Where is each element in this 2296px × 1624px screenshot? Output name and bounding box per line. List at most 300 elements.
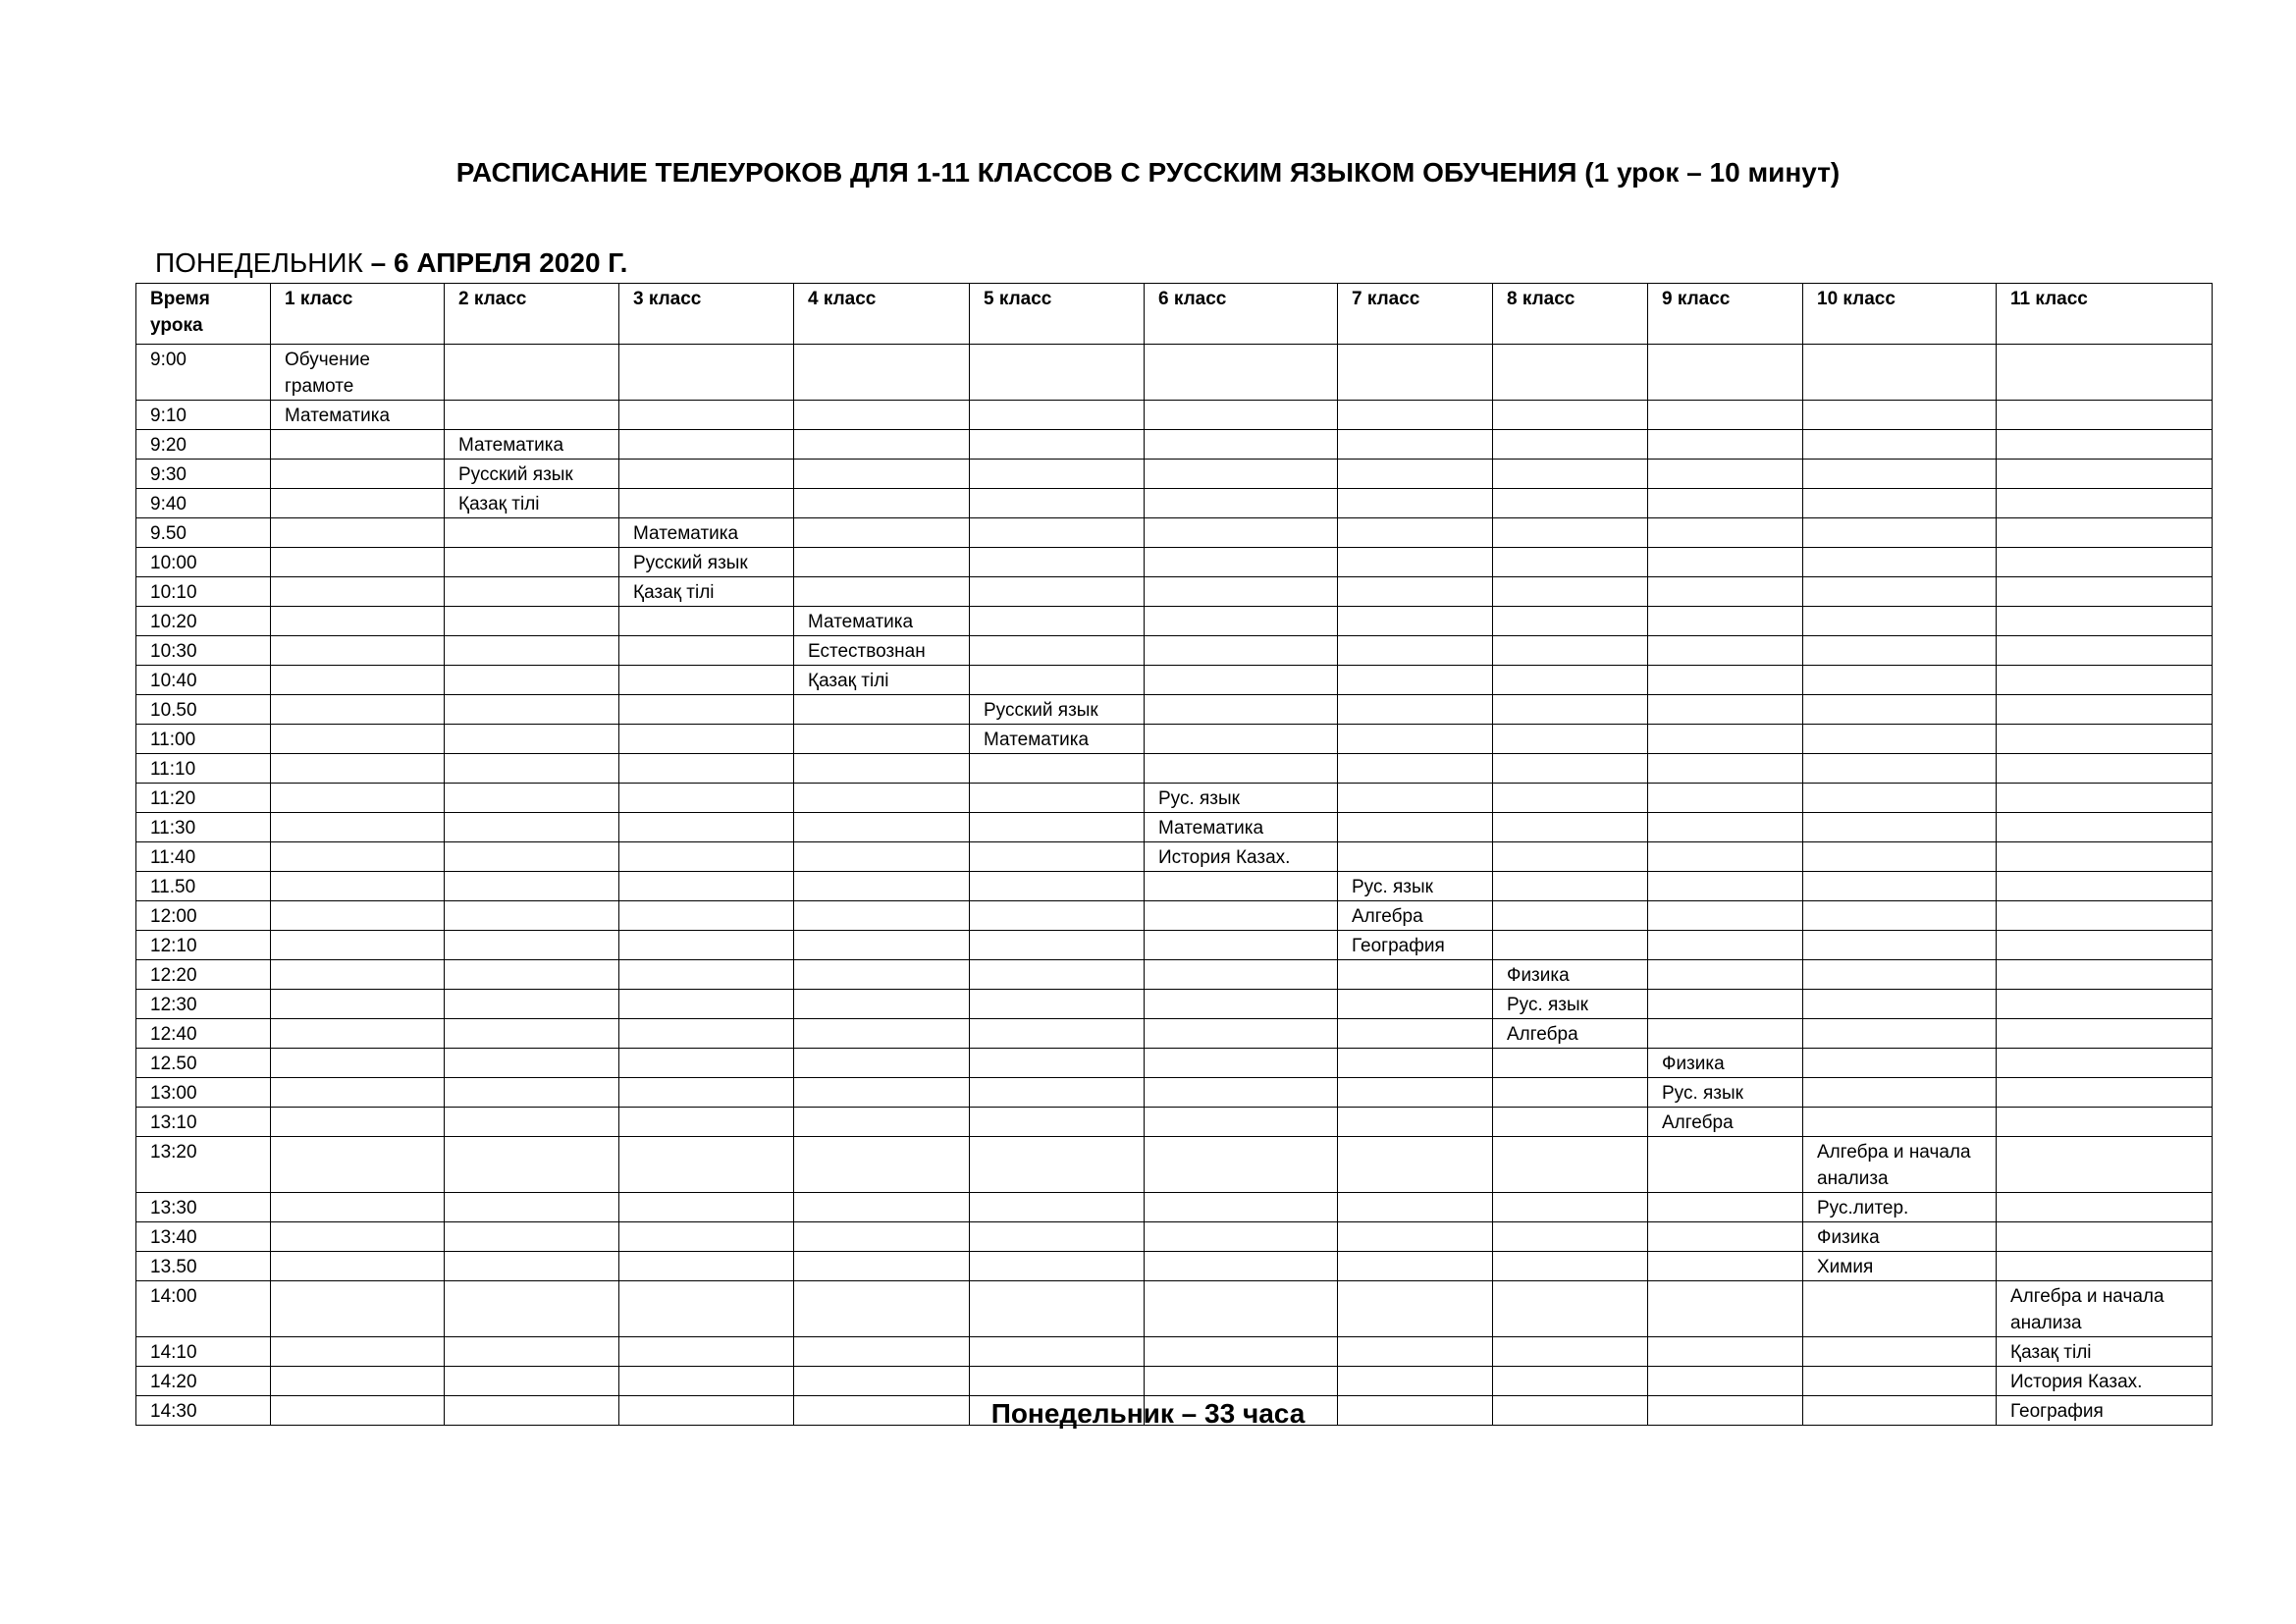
empty-cell — [1648, 1137, 1803, 1193]
empty-cell — [1145, 401, 1338, 430]
empty-cell — [445, 813, 619, 842]
empty-cell — [1648, 842, 1803, 872]
empty-cell — [619, 460, 794, 489]
empty-cell — [1493, 666, 1648, 695]
empty-cell — [445, 548, 619, 577]
empty-cell — [1145, 1049, 1338, 1078]
empty-cell — [1145, 460, 1338, 489]
empty-cell — [970, 1078, 1145, 1108]
page-title: РАСПИСАНИЕ ТЕЛЕУРОКОВ ДЛЯ 1-11 КЛАССОВ С РУССКИМ ЯЗЫКОМ ОБУЧЕНИЯ (1 урок – 10 минут) — [455, 157, 1841, 188]
empty-cell — [271, 1367, 445, 1396]
empty-cell — [271, 813, 445, 842]
time-cell: 13:30 — [136, 1193, 271, 1222]
time-cell: 11:00 — [136, 725, 271, 754]
col-header-class-8: 8 класс — [1493, 284, 1648, 345]
empty-cell — [271, 1019, 445, 1049]
empty-cell — [1997, 1108, 2213, 1137]
empty-cell — [794, 842, 970, 872]
empty-cell — [445, 345, 619, 401]
empty-cell — [445, 636, 619, 666]
empty-cell — [970, 489, 1145, 518]
col-header-class-9: 9 класс — [1648, 284, 1803, 345]
empty-cell — [1803, 754, 1997, 784]
empty-cell — [619, 1367, 794, 1396]
empty-cell — [1145, 1337, 1338, 1367]
empty-cell — [445, 1193, 619, 1222]
empty-cell — [619, 401, 794, 430]
empty-cell — [1338, 960, 1493, 990]
empty-cell — [970, 931, 1145, 960]
empty-cell — [970, 842, 1145, 872]
empty-cell — [1803, 1337, 1997, 1367]
empty-cell — [619, 345, 794, 401]
empty-cell — [1338, 695, 1493, 725]
empty-cell — [794, 872, 970, 901]
subject-cell: Алгебра — [1493, 1019, 1648, 1049]
empty-cell — [445, 1367, 619, 1396]
empty-cell — [1493, 1252, 1648, 1281]
empty-cell — [445, 1337, 619, 1367]
time-cell: 14:20 — [136, 1367, 271, 1396]
time-cell: 10:20 — [136, 607, 271, 636]
empty-cell — [970, 813, 1145, 842]
empty-cell — [271, 754, 445, 784]
empty-cell — [970, 1019, 1145, 1049]
empty-cell — [619, 990, 794, 1019]
table-row — [136, 813, 2213, 842]
table-row — [136, 1337, 2213, 1367]
table-row — [136, 1108, 2213, 1137]
empty-cell — [619, 666, 794, 695]
time-cell: 11:20 — [136, 784, 271, 813]
subject-cell: Рус. язык — [1145, 784, 1338, 813]
empty-cell — [1493, 901, 1648, 931]
empty-cell — [1997, 901, 2213, 931]
time-cell: 13:00 — [136, 1078, 271, 1108]
empty-cell — [794, 931, 970, 960]
table-row — [136, 842, 2213, 872]
empty-cell — [1338, 1019, 1493, 1049]
empty-cell — [1145, 872, 1338, 901]
empty-cell — [794, 813, 970, 842]
empty-cell — [1145, 518, 1338, 548]
time-cell: 12:20 — [136, 960, 271, 990]
time-cell: 12.50 — [136, 1049, 271, 1078]
empty-cell — [1493, 1049, 1648, 1078]
empty-cell — [445, 1108, 619, 1137]
time-cell: 12:00 — [136, 901, 271, 931]
empty-cell — [794, 548, 970, 577]
col-header-class-10: 10 класс — [1803, 284, 1997, 345]
empty-cell — [619, 430, 794, 460]
empty-cell — [1997, 813, 2213, 842]
empty-cell — [1803, 489, 1997, 518]
empty-cell — [1803, 872, 1997, 901]
empty-cell — [970, 548, 1145, 577]
empty-cell — [445, 401, 619, 430]
empty-cell — [794, 784, 970, 813]
empty-cell — [1648, 1337, 1803, 1367]
empty-cell — [794, 725, 970, 754]
empty-cell — [1338, 548, 1493, 577]
empty-cell — [1803, 666, 1997, 695]
subject-cell: Естествознан — [794, 636, 970, 666]
empty-cell — [1648, 784, 1803, 813]
empty-cell — [1648, 460, 1803, 489]
empty-cell — [794, 1281, 970, 1337]
empty-cell — [1493, 636, 1648, 666]
empty-cell — [445, 842, 619, 872]
table-row — [136, 636, 2213, 666]
empty-cell — [1145, 695, 1338, 725]
empty-cell — [1997, 577, 2213, 607]
empty-cell — [794, 1367, 970, 1396]
empty-cell — [1648, 345, 1803, 401]
subject-cell: Русский язык — [445, 460, 619, 489]
empty-cell — [271, 1049, 445, 1078]
empty-cell — [1997, 931, 2213, 960]
table-row — [136, 1193, 2213, 1222]
empty-cell — [794, 430, 970, 460]
empty-cell — [1145, 1019, 1338, 1049]
empty-cell — [1493, 345, 1648, 401]
empty-cell — [619, 1222, 794, 1252]
empty-cell — [794, 1337, 970, 1367]
empty-cell — [1493, 430, 1648, 460]
empty-cell — [1648, 695, 1803, 725]
empty-cell — [445, 607, 619, 636]
empty-cell — [619, 872, 794, 901]
empty-cell — [970, 636, 1145, 666]
empty-cell — [1648, 725, 1803, 754]
empty-cell — [970, 1193, 1145, 1222]
empty-cell — [619, 1281, 794, 1337]
empty-cell — [445, 1281, 619, 1337]
empty-cell — [1493, 1078, 1648, 1108]
empty-cell — [619, 931, 794, 960]
empty-cell — [1803, 636, 1997, 666]
empty-cell — [1997, 518, 2213, 548]
empty-cell — [1493, 518, 1648, 548]
empty-cell — [1338, 1281, 1493, 1337]
empty-cell — [445, 518, 619, 548]
empty-cell — [1338, 607, 1493, 636]
empty-cell — [1803, 784, 1997, 813]
subject-cell: Рус. язык — [1493, 990, 1648, 1019]
empty-cell — [970, 460, 1145, 489]
empty-cell — [1997, 990, 2213, 1019]
time-cell: 11:30 — [136, 813, 271, 842]
empty-cell — [1145, 960, 1338, 990]
empty-cell — [1145, 931, 1338, 960]
empty-cell — [271, 784, 445, 813]
empty-cell — [1338, 401, 1493, 430]
empty-cell — [445, 1078, 619, 1108]
empty-cell — [1145, 1222, 1338, 1252]
empty-cell — [445, 1049, 619, 1078]
empty-cell — [1338, 577, 1493, 607]
empty-cell — [1803, 725, 1997, 754]
time-cell: 13:10 — [136, 1108, 271, 1137]
empty-cell — [271, 1137, 445, 1193]
total-hours: Понедельник – 33 часа — [990, 1398, 1306, 1429]
empty-cell — [1803, 695, 1997, 725]
empty-cell — [445, 577, 619, 607]
empty-cell — [271, 548, 445, 577]
empty-cell — [445, 960, 619, 990]
empty-cell — [1145, 725, 1338, 754]
empty-cell — [619, 1019, 794, 1049]
empty-cell — [1803, 931, 1997, 960]
subject-cell: Алгебра — [1338, 901, 1493, 931]
table-row — [136, 607, 2213, 636]
empty-cell — [1997, 754, 2213, 784]
empty-cell — [794, 460, 970, 489]
empty-cell — [1803, 901, 1997, 931]
empty-cell — [794, 577, 970, 607]
table-row — [136, 960, 2213, 990]
empty-cell — [271, 1252, 445, 1281]
empty-cell — [1997, 784, 2213, 813]
empty-cell — [970, 1252, 1145, 1281]
empty-cell — [970, 1137, 1145, 1193]
subject-cell: География — [1997, 1396, 2213, 1426]
empty-cell — [970, 1222, 1145, 1252]
empty-cell — [970, 518, 1145, 548]
empty-cell — [970, 666, 1145, 695]
empty-cell — [1338, 990, 1493, 1019]
empty-cell — [1803, 842, 1997, 872]
subject-cell: Математика — [445, 430, 619, 460]
empty-cell — [619, 1078, 794, 1108]
empty-cell — [271, 990, 445, 1019]
empty-cell — [1648, 901, 1803, 931]
empty-cell — [970, 401, 1145, 430]
empty-cell — [1648, 548, 1803, 577]
time-cell: 11:10 — [136, 754, 271, 784]
empty-cell — [1997, 695, 2213, 725]
subject-cell: Физика — [1803, 1222, 1997, 1252]
table-row — [136, 548, 2213, 577]
table-row — [136, 754, 2213, 784]
empty-cell — [271, 577, 445, 607]
empty-cell — [271, 1108, 445, 1137]
empty-cell — [1338, 725, 1493, 754]
empty-cell — [970, 607, 1145, 636]
table-row — [136, 1137, 2213, 1193]
empty-cell — [1997, 1193, 2213, 1222]
empty-cell — [794, 1252, 970, 1281]
empty-cell — [1338, 460, 1493, 489]
empty-cell — [1803, 1108, 1997, 1137]
schedule-body — [136, 345, 2213, 1426]
empty-cell — [794, 1049, 970, 1078]
empty-cell — [1493, 1137, 1648, 1193]
empty-cell — [1145, 1281, 1338, 1337]
empty-cell — [1803, 518, 1997, 548]
empty-cell — [794, 901, 970, 931]
col-header-time: Время урока — [136, 284, 271, 345]
subject-cell: Математика — [970, 725, 1145, 754]
empty-cell — [1997, 1252, 2213, 1281]
empty-cell — [1997, 460, 2213, 489]
empty-cell — [1803, 1078, 1997, 1108]
col-header-class-11: 11 класс — [1997, 284, 2213, 345]
col-header-class-3: 3 класс — [619, 284, 794, 345]
schedule-table — [135, 283, 2213, 1426]
table-row — [136, 489, 2213, 518]
empty-cell — [1648, 1019, 1803, 1049]
empty-cell — [445, 784, 619, 813]
subject-cell: Қазақ тілі — [794, 666, 970, 695]
empty-cell — [445, 931, 619, 960]
empty-cell — [1648, 577, 1803, 607]
empty-cell — [1338, 489, 1493, 518]
empty-cell — [794, 1222, 970, 1252]
empty-cell — [271, 1281, 445, 1337]
empty-cell — [1493, 872, 1648, 901]
empty-cell — [1997, 1019, 2213, 1049]
empty-cell — [1997, 607, 2213, 636]
empty-cell — [1493, 784, 1648, 813]
empty-cell — [445, 1222, 619, 1252]
empty-cell — [1338, 1193, 1493, 1222]
subject-cell: История Казах. — [1145, 842, 1338, 872]
table-row — [136, 725, 2213, 754]
empty-cell — [271, 489, 445, 518]
empty-cell — [271, 666, 445, 695]
subject-cell: География — [1338, 931, 1493, 960]
col-header-class-2: 2 класс — [445, 284, 619, 345]
empty-cell — [1648, 931, 1803, 960]
empty-cell — [445, 1019, 619, 1049]
time-cell: 14:30 — [136, 1396, 271, 1426]
empty-cell — [619, 1049, 794, 1078]
empty-cell — [1145, 548, 1338, 577]
time-cell: 10:40 — [136, 666, 271, 695]
empty-cell — [1997, 842, 2213, 872]
empty-cell — [1145, 1367, 1338, 1396]
subject-cell: Алгебра — [1648, 1108, 1803, 1137]
empty-cell — [1803, 577, 1997, 607]
empty-cell — [794, 1137, 970, 1193]
time-cell: 13:40 — [136, 1222, 271, 1252]
empty-cell — [271, 695, 445, 725]
col-header-class-4: 4 класс — [794, 284, 970, 345]
empty-cell — [619, 960, 794, 990]
empty-cell — [970, 990, 1145, 1019]
time-cell: 10:10 — [136, 577, 271, 607]
empty-cell — [1338, 345, 1493, 401]
empty-cell — [619, 1337, 794, 1367]
empty-cell — [1338, 754, 1493, 784]
empty-cell — [1338, 1108, 1493, 1137]
time-cell: 12:30 — [136, 990, 271, 1019]
empty-cell — [794, 695, 970, 725]
subject-cell: Рус. язык — [1648, 1078, 1803, 1108]
table-row — [136, 1078, 2213, 1108]
time-cell: 9.50 — [136, 518, 271, 548]
empty-cell — [445, 1137, 619, 1193]
time-cell: 9:00 — [136, 345, 271, 401]
empty-cell — [1338, 842, 1493, 872]
empty-cell — [1493, 577, 1648, 607]
empty-cell — [271, 931, 445, 960]
empty-cell — [970, 1108, 1145, 1137]
empty-cell — [794, 518, 970, 548]
empty-cell — [1648, 401, 1803, 430]
empty-cell — [1493, 1367, 1648, 1396]
empty-cell — [1803, 1019, 1997, 1049]
empty-cell — [1493, 489, 1648, 518]
empty-cell — [1145, 1252, 1338, 1281]
table-row — [136, 666, 2213, 695]
empty-cell — [1648, 813, 1803, 842]
subject-cell: Математика — [1145, 813, 1338, 842]
empty-cell — [1997, 401, 2213, 430]
empty-cell — [794, 1078, 970, 1108]
empty-cell — [1648, 518, 1803, 548]
time-cell: 11.50 — [136, 872, 271, 901]
table-row — [136, 1367, 2213, 1396]
empty-cell — [1145, 990, 1338, 1019]
empty-cell — [1145, 666, 1338, 695]
subject-cell: Физика — [1648, 1049, 1803, 1078]
empty-cell — [1803, 960, 1997, 990]
day-heading — [155, 247, 627, 279]
empty-cell — [794, 1193, 970, 1222]
empty-cell — [1803, 1049, 1997, 1078]
empty-cell — [1338, 1049, 1493, 1078]
subject-cell: Математика — [271, 401, 445, 430]
empty-cell — [445, 990, 619, 1019]
time-cell: 9:10 — [136, 401, 271, 430]
empty-cell — [1493, 607, 1648, 636]
subject-cell: Рус. язык — [1338, 872, 1493, 901]
empty-cell — [445, 1252, 619, 1281]
empty-cell — [271, 607, 445, 636]
empty-cell — [1493, 1281, 1648, 1337]
empty-cell — [1648, 636, 1803, 666]
empty-cell — [1997, 345, 2213, 401]
empty-cell — [1997, 872, 2213, 901]
table-row — [136, 1049, 2213, 1078]
time-cell: 14:10 — [136, 1337, 271, 1367]
empty-cell — [794, 990, 970, 1019]
empty-cell — [1493, 931, 1648, 960]
empty-cell — [970, 1367, 1145, 1396]
empty-cell — [1493, 1193, 1648, 1222]
empty-cell — [445, 695, 619, 725]
empty-cell — [970, 1281, 1145, 1337]
empty-cell — [619, 1137, 794, 1193]
empty-cell — [794, 1108, 970, 1137]
time-cell: 10:30 — [136, 636, 271, 666]
subject-cell: Математика — [619, 518, 794, 548]
empty-cell — [1803, 813, 1997, 842]
empty-cell — [1648, 430, 1803, 460]
table-row — [136, 1222, 2213, 1252]
empty-cell — [1338, 430, 1493, 460]
empty-cell — [1338, 1252, 1493, 1281]
empty-cell — [1997, 636, 2213, 666]
empty-cell — [1338, 1367, 1493, 1396]
empty-cell — [619, 842, 794, 872]
empty-cell — [970, 754, 1145, 784]
empty-cell — [1145, 1193, 1338, 1222]
empty-cell — [1803, 460, 1997, 489]
empty-cell — [1803, 1367, 1997, 1396]
